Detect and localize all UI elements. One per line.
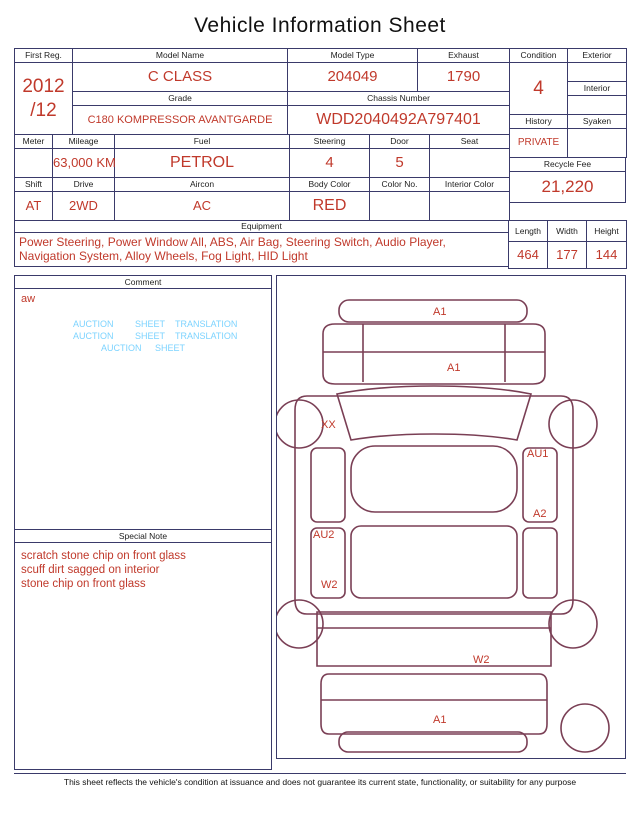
table-row xyxy=(510,115,627,129)
page-title: Vehicle Information Sheet xyxy=(194,14,446,37)
spec-table-mid xyxy=(14,134,510,221)
damage-mark: XX xyxy=(321,419,336,431)
table-row xyxy=(510,63,627,82)
table-row xyxy=(15,106,510,135)
table-row xyxy=(15,63,510,92)
table-row xyxy=(510,172,626,203)
exhaust-label: Exhaust xyxy=(418,49,510,63)
table-row xyxy=(509,242,627,269)
exhaust-value: 1790 xyxy=(418,63,510,92)
grade-label: Grade xyxy=(73,92,288,106)
damage-mark: W2 xyxy=(473,654,490,666)
table-row xyxy=(15,49,510,63)
car-diagram-svg xyxy=(277,276,625,758)
syaken-label: Syaken xyxy=(568,115,627,129)
table-row xyxy=(510,49,627,63)
history-value: PRIVATE xyxy=(510,129,568,158)
steering-label: Steering xyxy=(290,135,370,149)
history-label: History xyxy=(510,115,568,129)
color-no-label: Color No. xyxy=(370,178,430,192)
chassis-label: Chassis Number xyxy=(288,92,510,106)
condition-label: Condition xyxy=(510,49,568,63)
watermark-text: TRANSLATION xyxy=(175,319,238,329)
watermark-text: TRANSLATION xyxy=(175,331,238,341)
top-section xyxy=(14,48,626,221)
damage-mark: A1 xyxy=(433,306,447,318)
watermark-text: SHEET xyxy=(155,343,186,353)
recycle-fee-table xyxy=(509,157,626,203)
watermark-text: AUCTION xyxy=(73,331,114,341)
interior-color-label: Interior Color xyxy=(430,178,510,192)
body-color-label: Body Color xyxy=(290,178,370,192)
model-name-value: C CLASS xyxy=(73,63,288,92)
comment-column xyxy=(14,275,272,770)
equipment-section xyxy=(14,220,626,269)
width-value: 177 xyxy=(548,242,587,269)
damage-mark: AU1 xyxy=(527,448,549,460)
car-diagram xyxy=(276,275,626,759)
watermark-text: SHEET xyxy=(135,331,166,341)
table-row xyxy=(15,178,510,192)
damage-mark: AU2 xyxy=(313,529,335,541)
meter-value xyxy=(15,149,53,178)
fuel-label: Fuel xyxy=(115,135,290,149)
shift-value: AT xyxy=(15,192,53,221)
watermark-text: SHEET xyxy=(135,319,166,329)
door-label: Door xyxy=(370,135,430,149)
table-row xyxy=(15,192,510,221)
seat-label: Seat xyxy=(430,135,510,149)
dimensions-table xyxy=(508,220,627,269)
comment-box xyxy=(14,275,272,530)
exterior-value xyxy=(568,63,627,82)
table-row xyxy=(15,149,510,178)
length-value: 464 xyxy=(509,242,548,269)
condition-value: 4 xyxy=(510,63,568,115)
special-note-body xyxy=(15,543,271,769)
table-row xyxy=(15,135,510,149)
damage-mark: A1 xyxy=(447,362,461,374)
condition-column xyxy=(509,48,626,203)
height-label: Height xyxy=(587,221,627,242)
width-label: Width xyxy=(548,221,587,242)
first-reg-year: 2012 xyxy=(22,75,65,97)
drive-label: Drive xyxy=(53,178,115,192)
height-value: 144 xyxy=(587,242,627,269)
chassis-value: WDD2040492A797401 xyxy=(288,106,510,135)
damage-mark: A1 xyxy=(433,714,447,726)
comment-text: aw xyxy=(21,293,36,305)
model-name-label: Model Name xyxy=(73,49,288,63)
interior-value xyxy=(568,96,627,115)
watermark-text: AUCTION xyxy=(101,343,142,353)
color-no-value xyxy=(370,192,430,221)
table-row xyxy=(510,129,627,158)
first-reg-month: /12 xyxy=(30,99,57,121)
main-spec-table xyxy=(14,48,509,221)
shift-label: Shift xyxy=(15,178,53,192)
exterior-label: Exterior xyxy=(568,49,627,63)
seat-value xyxy=(430,149,510,178)
body-color-value: RED xyxy=(290,192,370,221)
table-row xyxy=(15,92,510,106)
special-note-box xyxy=(14,529,272,770)
steering-value: 4 xyxy=(290,149,370,178)
diagram-column xyxy=(276,275,626,770)
aircon-value: AC xyxy=(115,192,290,221)
first-reg-label: First Reg. xyxy=(15,49,73,63)
damage-mark: A2 xyxy=(533,508,547,520)
spec-table-top xyxy=(14,48,510,135)
watermark-text: AUCTION xyxy=(73,319,114,329)
aircon-label: Aircon xyxy=(115,178,290,192)
door-value: 5 xyxy=(370,149,430,178)
table-row xyxy=(509,221,627,242)
recycle-fee-value: 21,220 xyxy=(510,172,626,203)
comment-body xyxy=(15,289,271,529)
interior-color-value xyxy=(430,192,510,221)
damage-mark: W2 xyxy=(321,579,338,591)
bottom-section xyxy=(14,275,626,770)
meter-label: Meter xyxy=(15,135,53,149)
fuel-value: PETROL xyxy=(115,149,290,178)
special-note-line: scratch stone chip on front glass xyxy=(21,550,186,562)
history-table xyxy=(509,114,627,158)
equipment-label: Equipment xyxy=(14,220,509,233)
table-row xyxy=(510,158,626,172)
equipment-text: Power Steering, Power Window All, ABS, Air Bag, Steering Switch, Audio Player, Navigation System, Alloy Wheels, Fog Light, HID Light xyxy=(14,233,509,267)
grade-value: C180 KOMPRESSOR AVANTGARDE xyxy=(73,106,288,135)
interior-label: Interior xyxy=(568,82,627,96)
footer-disclaimer: This sheet reflects the vehicle's condition at issuance and does not guarantee its current state, functionality, or suitability for any purpose xyxy=(14,773,626,787)
mileage-value: 63,000 KM xyxy=(53,149,115,178)
special-note-line: scuff dirt sagged on interior xyxy=(21,564,160,576)
recycle-fee-label: Recycle Fee xyxy=(510,158,626,172)
special-note-label: Special Note xyxy=(15,530,271,543)
syaken-value xyxy=(568,129,627,158)
condition-table xyxy=(509,48,627,115)
special-note-line: stone chip on front glass xyxy=(21,578,146,590)
model-type-value: 204049 xyxy=(288,63,418,92)
first-reg-value-cell xyxy=(15,63,73,135)
drive-value: 2WD xyxy=(53,192,115,221)
mileage-label: Mileage xyxy=(53,135,115,149)
comment-label: Comment xyxy=(15,276,271,289)
model-type-label: Model Type xyxy=(288,49,418,63)
length-label: Length xyxy=(509,221,548,242)
